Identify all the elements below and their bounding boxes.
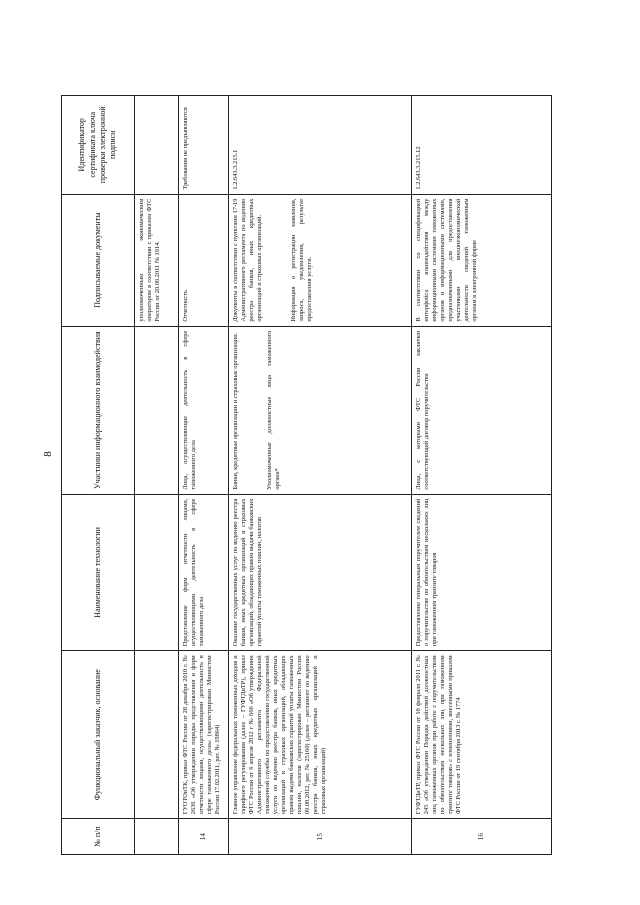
page-number: 8 <box>42 451 54 457</box>
cell-customer: Главное управление федеральных таможенных доходов и тарифного регулирования (далее – ГУФТДиТР), приказ ФТС России от 6 апреля 2012 г № 666 «Об утверждении Административного регламента Федеральной таможенной службы по предоставлению государственной услуги по ведению реестра банков, иных кредитных организаций и страховых организаций, обладающих правом выдачи банковских гарантий уплаты таможенных пошлин, налогов (зарегистрирован Минюстом России 09.08.2012, рег. № 25160) (далее – регламент по ведению реестра банков, иных кредитных организаций и страховых организаций) <box>229 651 412 819</box>
cell-number: 15 <box>229 819 412 855</box>
table-row <box>229 96 412 855</box>
table-row <box>412 96 552 855</box>
cell-empty <box>135 326 179 494</box>
cell-documents: В соответствии со спецификацией интерфейса взаимодействия между информационными системами таможенных органов и информационными системами, предназначенными для предоставления участниками внешнеэкономической деятельности сведений таможенным органам в электронной форме <box>412 194 552 326</box>
table-row <box>179 96 229 855</box>
cell-certificate: Требования не предъявляются <box>179 96 229 195</box>
header-certificate: Идентификатор сертификата ключа проверки электронной подписи <box>62 96 135 195</box>
document-table-wrapper <box>61 95 551 855</box>
cell-empty <box>135 96 179 195</box>
cell-certificate: 1.2.643.3.215.12 <box>412 96 552 195</box>
table-header-row <box>62 96 135 855</box>
cell-documents <box>229 194 412 326</box>
cell-empty <box>135 819 179 855</box>
header-participants: Участники информационного взаимодействия <box>62 326 135 494</box>
cell-technology: Предоставление генеральным поручителем сведений о поручительстве по обязательствам нескольких лиц при таможенном транзите товаров <box>412 494 552 651</box>
cell-documents: уполномоченным экономическим оператором в соответствии с приказом ФТС России от 20.09.2011 № 1914. <box>135 194 179 326</box>
cell-technology: Представление форм отчетности лицами, осуществляющими деятельность в сфере таможенного дела <box>179 494 229 651</box>
document-table <box>61 95 552 855</box>
cell-number: 16 <box>412 819 552 855</box>
cell-number: 14 <box>179 819 229 855</box>
cell-participants: Лица, с которыми ФТС России заключен соответствующий договор поручительства <box>412 326 552 494</box>
participants-text: Банки, кредитные организации и страховые организации. <box>232 332 239 490</box>
header-documents: Подписываемые документы <box>62 194 135 326</box>
table-row-continuation <box>135 96 179 855</box>
documents-subtext: Информация о регистрации заявления, запроса, уведомления, результат предоставления услуги. <box>290 198 313 322</box>
cell-documents: Отчетность <box>179 194 229 326</box>
cell-customer: ГУФТДиТР, приказ ФТС России от 10 февраля 2011 г. № 245 «Об утверждении Порядка действий должностных лиц таможенных органов при работе с поручительством по обязательствам нескольких лиц при таможенном транзите товаров» с изменениями, внесенными приказом ФТС России от 19 сентября 2013 г. № 1774 <box>412 651 552 819</box>
cell-participants: Лица, осуществляющие деятельность в сфере таможенного дела <box>179 326 229 494</box>
cell-empty <box>135 651 179 819</box>
documents-text: Документы в соответствии с пунктами 17-19 Административного регламента по ведению реестра банков, иных кредитных организаций и страховых организаций. <box>232 198 263 322</box>
cell-technology: Оказание государственных услуг по ведению реестра банков, иных кредитных организаций и страховых организаций, обладающих правом выдачи банковских гарантий уплаты таможенных пошлин, налогов <box>229 494 412 651</box>
cell-customer: ГУОТОиТК, приказ ФТС России от 28 декабря 2010 г. № 2636 «Об утверждении порядка представления и форм отчетности лицами, осуществляющими деятельность в сфере таможенного дела» (зарегистрирован Минюстом России 17.02.2011, рег. № 19864) <box>179 651 229 819</box>
cell-certificate: 1.2.643.3.215.1 <box>229 96 412 195</box>
cell-empty <box>135 494 179 651</box>
header-customer: Функциональный заказчик, основание <box>62 651 135 819</box>
participants-subtext: Уполномоченные должностные лица таможенного органа* <box>266 330 281 490</box>
header-number: № п/п <box>62 819 135 855</box>
cell-participants <box>229 326 412 494</box>
header-technology: Наименование технологии <box>62 494 135 651</box>
